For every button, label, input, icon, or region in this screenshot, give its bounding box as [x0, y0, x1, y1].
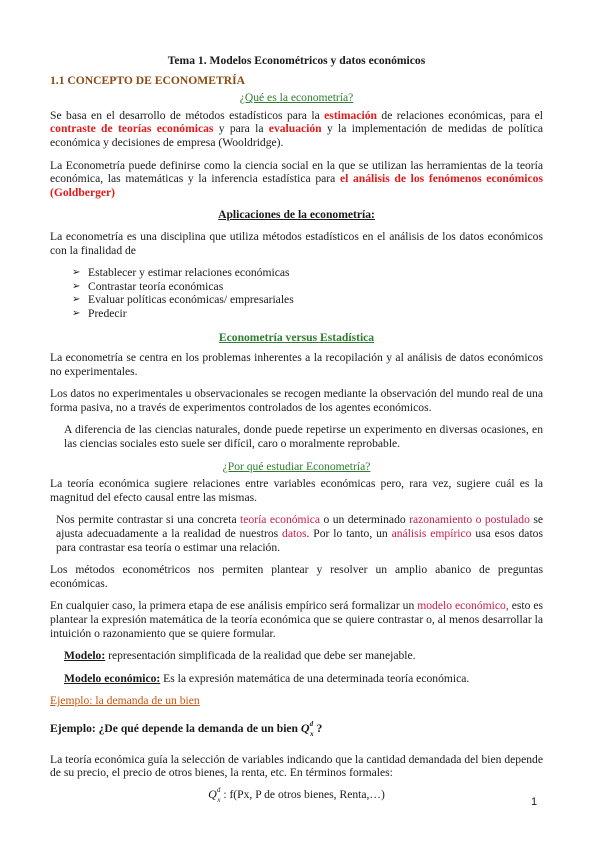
subheading-por-que: ¿Por qué estudiar Econometría?	[222, 459, 371, 473]
paragraph-no-experimentales: La econometría se centra en los problemas inherentes a la recopilación y al análisis de datos económicos no experimentales.	[50, 351, 543, 378]
paragraph-observacionales: Los datos no experimentales u observacionales se recogen mediante la observación del mundo real de una forma pasiva, no a través de experimentos controlados de los agentes económicos.	[50, 387, 543, 414]
subheading-aplicaciones: Aplicaciones de la econometría:	[218, 208, 375, 222]
list-item: ➢ Establecer y estimar relaciones económicas	[72, 266, 290, 280]
arrow-bullet-icon: ➢	[72, 280, 81, 292]
document-page	[50, 54, 543, 807]
arrow-bullet-icon: ➢	[72, 294, 81, 306]
demand-formula: $Q^d_x$ : f(Px, P de otros bienes, Renta,…)	[208, 785, 385, 804]
paragraph-aplicaciones-intro: La econometría es una disciplina que utiliza métodos estadísticos en el análisis de los datos económicos con la finalidad de	[50, 229, 543, 257]
paragraph-contrastar: Nos permite contrastar si una concreta teoría económica o un determinado razonamiento o postulado se ajusta adecuadamente a la realidad de nuestros datos. Por lo tanto, un análisis empírico usa esos datos para contrastar esa teoría o estimar una relación.	[56, 513, 543, 554]
arrow-bullet-icon: ➢	[72, 267, 81, 279]
paragraph-modelo-economico: En cualquier caso, la primera etapa de ese análisis empírico será formalizar un modelo económico, esto es plantear la expresión matemática de la teoría económica que se quiere contrastar o, al menos desarrollar la intuición o razonamiento que se quiere formular.	[50, 599, 544, 640]
paragraph-definition-goldberger: La Econometría puede definirse como la ciencia social en la que se utilizan las herramientas de la teoría económica, las matemáticas y la inferencia estadística para el análisis de los fenómenos económicos (Goldberger)	[50, 158, 543, 199]
page-number: 1	[531, 796, 538, 808]
list-item: ➢ Contrastar teoría económicas	[72, 279, 224, 293]
ejemplo-question: Ejemplo: ¿De qué depende la demanda de un bien $Q^d_x$ ?	[50, 719, 323, 738]
definition-modelo: Modelo: representación simplificada de la realidad que debe ser manejable.	[64, 649, 416, 663]
list-item: ➢ Predecir	[72, 306, 127, 320]
paragraph-metodos: Los métodos econométricos nos permiten plantear y resolver un amplio abanico de preguntas económicas.	[50, 563, 543, 590]
paragraph-definition-wooldridge: Se basa en el desarrollo de métodos estadísticos para la estimación de relaciones económicas, para el contraste de teorías económicas y para la evaluación y la implementación de medidas de política económica y decisiones de empresa (Wooldridge).	[50, 108, 543, 149]
subheading-que-es: ¿Qué es la econometría?	[239, 91, 354, 105]
ejemplo-heading: Ejemplo: la demanda de un bien	[50, 694, 200, 708]
paragraph-teoria-sugiere: La teoría económica sugiere relaciones entre variables económicas pero, rara vez, sugiere cuál es la magnitud del efecto causal entre las mismas.	[50, 477, 543, 504]
arrow-bullet-icon: ➢	[72, 307, 81, 319]
paragraph-seleccion-variables: La teoría económica guía la selección de variables indicando que la cantidad demandada del bien depende de su precio, el precio de otros bienes, la renta, etc. En términos formales:	[50, 752, 543, 780]
paragraph-ciencias-naturales: A diferencia de las ciencias naturales, donde puede repetirse un experimento en diversas ocasiones, en las ciencias sociales esto suele ser difícil, caro o moralmente reprobable.	[64, 423, 543, 451]
section-heading: 1.1 CONCEPTO DE ECONOMETRÍA	[50, 73, 245, 87]
subheading-versus: Econometría versus Estadística	[218, 330, 375, 344]
document-title: Tema 1. Modelos Econométricos y datos económicos	[167, 54, 426, 67]
definition-modelo-economico: Modelo económico: Es la expresión matemática de una determinada teoría económica.	[64, 671, 470, 685]
aplicaciones-list	[50, 266, 543, 320]
list-item: ➢ Evaluar políticas económicas/ empresariales	[72, 293, 294, 307]
